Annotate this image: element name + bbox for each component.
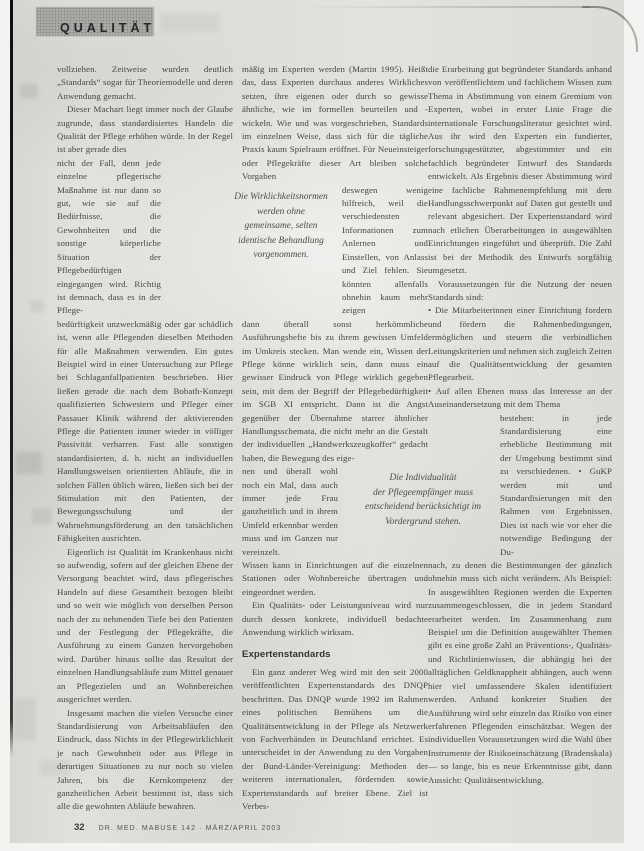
article-column-left — [57, 63, 233, 814]
page-top-edge-line — [300, 6, 590, 8]
page-footer — [74, 817, 281, 835]
scan-smudge — [20, 84, 38, 98]
page-title: QUALITÄT — [60, 21, 156, 35]
scan-smudge — [160, 14, 220, 32]
paragraph: nach, zu denen die Bestimmungen der gänzlich ohnehin muss sich nicht verändern. Als Beispiel: In ausgewählten Regionen werden die Experten zusammengeschlossen, die in jedem Standard erarbeitet werden. Im Zusammenhang zum Beispiel um die Definition ausgewählter Themen gibt es eine große Zahl an Präventions-, Qualitäts- und Richtlinienwissen, die abhängig bei der alltäglichen Geldknappheit abhängen, auch wenn hier viel umfassendere Skalen identifiziert werden. Anhand konkreter Studien der Ausführung wird sehr einzeln das Risiko von einer erfahrenen Pflegenden einschätzbar. Wegen der individuellen Voraussetzungen wird die Wahl über Instrumente der Risikoeinschätzung (Bradenskala) — so lange, bis es neue Erkenntnisse gibt, dann Aussicht: Qualitätsentwicklung. — [428, 560, 612, 785]
article-column-middle — [242, 63, 428, 813]
paragraph: Ein ganz anderer Weg wird mit den seit 2000 veröffentlichten Expertenstandards des DNQP beschritten. Das DNQP wurde 1992 im Rahmen eines politischen Bemühens um die Qualitätsentwicklung in der Pflege als Netzwerk von Fachverbänden in Deutschland errichtet. Es unterscheidet in der Anwendung zu den Vorgaben der Bund-Länder-Vereinigung: Methoden der weiteren internationalen, fördernden sowie Expertenstandards auf breiter Ebene. Ziel ist Verbes- — [242, 666, 428, 811]
paragraph: Wissen kann in Einrichtungen auf die einzelnen Stationen oder Wohnbereiche übertragen und eingeordnet werden. — [242, 560, 428, 597]
article-column-right — [428, 63, 612, 787]
page-corner-curve — [582, 6, 638, 52]
paragraph: Voraussetzungen für die Nutzung der neuen Standards sind: — [428, 278, 612, 302]
paragraph: bedürftigkeit unzweckmäßig oder gar schädlich ist, wenn alle Pflegenden dieselben Methoden für alle Maßnahmen verwenden. Ein gutes Beispiel wird in einer Untersuchung zur Pflege bei Schlaganfallpatienten beschrieben. Hier ließen gerade die nach dem Bobath-Konzept qualifizierten Schwestern und Pfleger einer Passauer Klinik während der aktivierenden Pflege die Patienten immer wieder in völliger Passivität verharren. Fast alle sonstigen standardisierten, d. h. nicht an individuellen Handlungsweisen orientierten Abläufe, die in solchen Fällen üblich wären, ließen sich bei der Stimulation mit den Patienten, der Bewegungsschulung und der Wahrnehmungsförderung an den tatsächlichen Fähigkeiten ausrichten. — [57, 318, 233, 544]
paragraph-narrowed: nen und überall wohl noch ein Mal, dass auch immer jede Frau ganzheitlich und in ihrem Umfeld erkennbar werden muss und im Ganzen nur vereinzelt. — [242, 466, 338, 557]
scan-smudge — [16, 452, 42, 474]
scan-smudge — [14, 698, 36, 740]
pull-quote-line: Vordergrund stehen. — [385, 516, 461, 527]
pull-quote-line: der Pflegeempfänger muss — [373, 487, 473, 498]
paragraph: Eigentlich ist Qualität im Krankenhaus nicht so aufwendig, sofern auf der gleichen Ebene der Versorgung beachtet wird, dass pflegerisches Handeln auf diese Gesamtheit bezogen bleibt und so weit wie möglich von derselben Person nach der zu nehmenden Tiefe bei den Patienten und der Festlegung der Pflegekräfte, die Ausführung zu einem Ganzen hervorgehoben wird. Darüber hinaus sollte das Resultat der einzelnen Handlungsabläufe zum Mittel genauer an Pflegezielen und an Wohnbereichen ausgerichtet werden. — [57, 546, 233, 705]
paragraph: Dieser Machart liegt immer noch der Glaube zugrunde, dass standardisiertes Handeln die Qualität der Pflege erhöhen würde. In der Regel ist aber gerade dies — [57, 104, 233, 155]
footer-journal-title: DR. MED. MABUSE 142 · MÄRZ/APRIL 2003 — [98, 825, 282, 832]
scan-spine-line — [10, 0, 13, 757]
paragraph: Ein Qualitäts- oder Leistungsniveau wird nur durch dessen konkrete, individuell bedachte Anwendung wirklich wirksam. — [242, 600, 428, 638]
footer-page-number: 32 — [74, 822, 85, 833]
paragraph: Insgesamt machen die vielen Versuche einer Standardisierung von Arbeitsabläufen den Eindruck, dass Nichts in der Pflegewirklichkeit je nach Gewohnheit oder aus Pflege in derartigen Situationen zu nur noch so vielen Jahren, bis die Kernkompetenz der ganzheitlichen Arbeit bestimmt ist, dass sich alle die gewohnten Abläufe bewahren. — [57, 707, 233, 812]
pull-quote-line: entscheidend berücksichtigt im — [364, 502, 482, 513]
scan-smudge — [32, 508, 52, 524]
paragraph-narrowed: nicht der Fall, denn jede einzelne pflegerische Maßnahme ist nur dann so gut, wie sie auf die Bedürfnisse, die Gewohnheiten und die sonstige körperliche Situation der Pflegebedürftigen eingegangen wird. Richtig ist demnach, dass es in der Pflege- — [57, 157, 161, 316]
pull-quote-line: vorgenommen. — [253, 250, 309, 261]
paragraph-narrowed: deswegen wenig hilfreich, weil die verschiedensten Informationen zum Anlernen und Einstellen, von Anlass und Ziel fehlen. Sie könnten allenfalls ohnehin kaum mehr zeigen — [342, 184, 428, 316]
bullet-item: • Auf allen Ebenen muss das Interesse an der Auseinandersetzung mit dem Thema — [428, 385, 612, 410]
paragraph: dann überall sonst herkömmliche Ausführungshefte bis zu ihrem gewissen Umfeld im Umkreis stecken. Man wende ein, Wissen der Pflege könne wirklich sein, dann muss ein gewisser Eindruck von Pflege wirklich gegeben sein, mit dem der Begriff der Pflegebedürftigkeit im SGB XI entspricht. Dann ist die Angst gegenüber der Übernahme starrer ähnlicher Handlungsschemata, die nicht mehr an die Gestalt der individuellen „Handwerkszeugkoffer“ gedacht haben, die Bewegung des eige- — [242, 318, 428, 463]
paragraph: mäßig im Experten werden (Martin 1995). Heißt das, dass Experten durchaus anderes Wirkliches setzen, ihre eigenen oder durch so gewisse ähnliche, wie im formellen beurteilen und -wickeln. Wie und was vorgeschrieben, Standards im einzelnen Weise, dass sich für die tägliche Praxis kaum Spielraum eröffnet. Für Neueinsteiger oder Pflegekräfte dieser Art bleiben solche Vorgaben — [242, 64, 428, 182]
section-heading-expertenstandards: Expertenstandards — [242, 649, 331, 661]
pull-quote-line: Die Wirklichkeitsnormen — [234, 192, 328, 202]
paragraph: vollziehen. Zeitweise wurden deutlich „Standards“ sogar für Theoriemodelle und deren Anwendung gemacht. — [57, 64, 233, 101]
pull-quote-line: werden ohne — [257, 206, 305, 217]
pull-quote-line: Die Individualität — [389, 473, 457, 483]
paragraph-narrowed: bestehen: in jede Standardisierung eine erhebliche Bestimmung mit der Umgebung bestimmt sind zu verschiedenen. • GuKP werden mit und Standardisierungen mit den Rahmen von Ergebnissen. Dies ist nach wie vor eher die notwendige Bedingung der Du- — [500, 412, 612, 557]
pull-quote-1 — [229, 190, 333, 263]
paragraph: die Erarbeitung gut begründeter Standards anhand von veröffentlichtem und fachlichem Wissen zum Thema in Abstimmung von einem Gremium von Experten, wobei in erster Linie Frage die internationale Forschungsliteratur gesichtet wird. Aus ihr wird den Experten ein fundierter, forschungsgestützter, abgestimmter und ein fachlich begründeter Entwurf des Standards entwickelt. Als Ergebnis dieser Abstimmung wird eine fachliche Rahmenempfehlung mit dem Handlungsschwerpunkt auf Daten gut gestellt und relevant abgesichert. Der Expertenstandard wird nach etlichen Überarbeitungen in ausgewählten Einrichtungen eingeführt und überprüft. Die Zahl ist bei der Methodik des Entwurfs sorgfältig umgesetzt. — [428, 64, 612, 276]
bullet-item: • Die Mitarbeiterinnen einer Einrichtung fordern und fördern die Rahmenbedingungen, ermöglichen und steuern die verbindlichen Leitungskriterien und nehmen sich zugleich Zeiten auf die Qualitätsentwicklung der gesamten Pflegearbeit. — [428, 305, 612, 383]
pull-quote-2 — [351, 471, 495, 529]
pull-quote-line: identische Behandlung — [238, 235, 324, 246]
pull-quote-line: gemeinsame, selten — [244, 221, 318, 232]
scan-smudge — [30, 300, 44, 312]
